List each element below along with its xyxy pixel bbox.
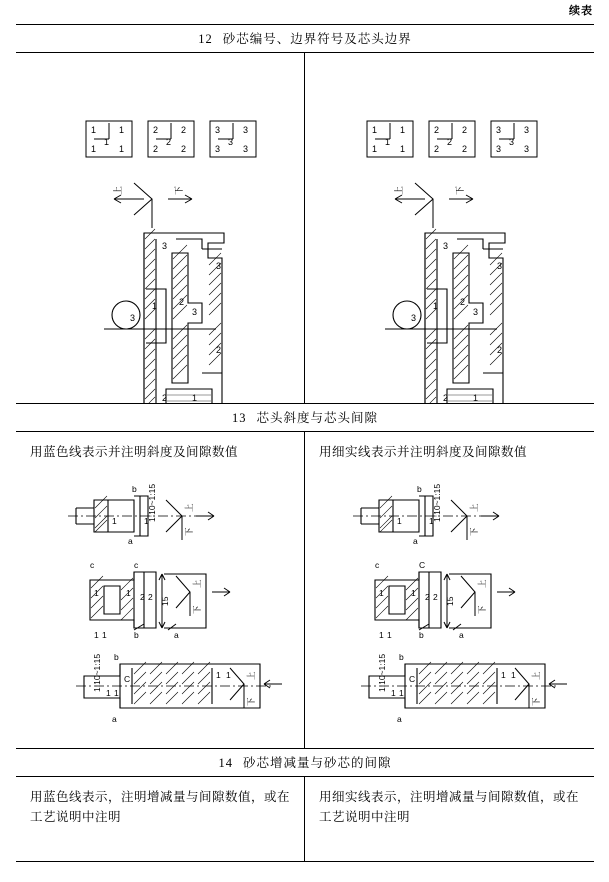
svg-text:1: 1 (91, 125, 97, 135)
svg-text:15: 15 (445, 596, 455, 606)
svg-text:1: 1 (119, 144, 125, 154)
svg-text:3: 3 (243, 144, 249, 154)
svg-text:上: 上 (477, 579, 487, 588)
svg-text:2: 2 (425, 592, 430, 602)
svg-text:a: a (459, 630, 464, 640)
svg-text:下: 下 (246, 697, 256, 706)
svg-text:C: C (419, 560, 426, 570)
svg-text:2: 2 (179, 297, 185, 307)
section-12-left-cell (16, 53, 305, 403)
svg-text:2: 2 (462, 144, 468, 154)
svg-text:1: 1 (387, 630, 392, 640)
svg-text:下: 下 (469, 527, 479, 536)
svg-text:1: 1 (411, 588, 416, 598)
svg-text:b: b (134, 630, 139, 640)
svg-text:1: 1 (106, 688, 111, 698)
svg-text:1: 1 (473, 393, 479, 403)
svg-text:b: b (399, 652, 404, 662)
section-12-right-cell (305, 53, 594, 403)
core-taper-figure-right (305, 478, 594, 750)
svg-text:2: 2 (162, 393, 168, 403)
svg-text:b: b (114, 652, 119, 662)
section-12-body (16, 53, 594, 404)
section-number-14: 14 (218, 756, 233, 770)
core-taper-figure-left (16, 478, 304, 750)
svg-text:上: 上 (531, 671, 541, 680)
continued-label: 续表 (569, 5, 593, 17)
svg-text:3: 3 (228, 137, 234, 147)
svg-text:下: 下 (184, 527, 194, 536)
section-title-14: 砂芯增减量与砂芯的间隙 (242, 756, 392, 770)
section-14-right-cell (305, 777, 594, 861)
svg-text:3: 3 (216, 261, 222, 271)
svg-text:3: 3 (524, 144, 530, 154)
svg-text:3: 3 (411, 313, 417, 323)
section-13-captions (16, 432, 594, 478)
svg-text:1: 1 (91, 144, 97, 154)
svg-text:2: 2 (462, 125, 468, 135)
section-13-left-caption-cell (16, 432, 305, 478)
svg-text:a: a (174, 630, 179, 640)
section-13-right-caption: 用细实线表示并注明斜度及间隙数值 (319, 445, 528, 459)
svg-text:C: C (409, 674, 416, 684)
svg-text:1:10~1:15: 1:10~1:15 (92, 653, 102, 692)
svg-text:1:10~1:15: 1:10~1:15 (147, 483, 157, 522)
svg-text:1: 1 (192, 393, 198, 403)
svg-text:上: 上 (184, 503, 194, 512)
section-13-left-caption: 用蓝色线表示并注明斜度及间隙数值 (30, 445, 239, 459)
section-13-right-caption-cell (305, 432, 594, 478)
section-14-left-caption: 用蓝色线表示，注明增减量与间隙数值，或在工艺说明中注明 (30, 790, 291, 824)
svg-text:a: a (413, 536, 418, 546)
section-14-body (16, 777, 594, 861)
svg-text:a: a (128, 536, 133, 546)
svg-text:1: 1 (226, 670, 231, 680)
svg-text:1: 1 (152, 301, 158, 311)
svg-text:1: 1 (399, 688, 404, 698)
svg-text:1: 1 (372, 125, 378, 135)
section-title-13: 芯头斜度与芯头间隙 (256, 411, 378, 425)
svg-text:1: 1 (433, 301, 439, 311)
svg-text:2: 2 (181, 125, 187, 135)
svg-text:上: 上 (246, 671, 256, 680)
svg-text:3: 3 (509, 137, 515, 147)
svg-text:下: 下 (531, 697, 541, 706)
svg-text:a: a (397, 714, 402, 724)
svg-text:c: c (134, 560, 139, 570)
section-14-right-caption: 用细实线表示，注明增减量与间隙数值，或在工艺说明中注明 (319, 790, 580, 824)
svg-text:1: 1 (126, 588, 131, 598)
core-marking-figure-right (305, 53, 594, 403)
svg-text:1: 1 (104, 137, 110, 147)
svg-text:2: 2 (443, 393, 449, 403)
svg-text:2: 2 (434, 125, 440, 135)
svg-text:2: 2 (216, 345, 222, 355)
svg-text:上: 上 (394, 185, 404, 195)
svg-text:2: 2 (447, 137, 453, 147)
svg-text:1: 1 (94, 588, 99, 598)
svg-text:2: 2 (148, 592, 153, 602)
section-14-left-cell (16, 777, 305, 861)
svg-text:1: 1 (114, 688, 119, 698)
svg-text:上: 上 (192, 579, 202, 588)
section-number-12: 12 (198, 32, 213, 46)
section-13-body (16, 478, 594, 749)
svg-text:3: 3 (162, 241, 168, 251)
svg-text:下: 下 (477, 605, 487, 614)
svg-text:下: 下 (455, 185, 465, 195)
svg-text:2: 2 (140, 592, 145, 602)
svg-text:c: c (375, 560, 380, 570)
svg-text:1: 1 (144, 516, 149, 526)
svg-text:b: b (417, 484, 422, 494)
svg-text:3: 3 (496, 125, 502, 135)
section-13-left-figure-cell (16, 478, 305, 748)
svg-text:1: 1 (385, 137, 391, 147)
svg-text:3: 3 (496, 144, 502, 154)
svg-text:2: 2 (497, 345, 503, 355)
svg-text:1:10~1:15: 1:10~1:15 (377, 653, 387, 692)
svg-text:1: 1 (112, 516, 117, 526)
svg-text:1: 1 (216, 670, 221, 680)
svg-text:1:10~1:15: 1:10~1:15 (432, 483, 442, 522)
svg-text:2: 2 (181, 144, 187, 154)
svg-text:3: 3 (473, 307, 479, 317)
section-header-13 (16, 404, 594, 432)
svg-text:3: 3 (524, 125, 530, 135)
section-title-12: 砂芯编号、边界符号及芯头边界 (222, 32, 412, 46)
svg-text:c: c (90, 560, 95, 570)
svg-text:上: 上 (469, 503, 479, 512)
svg-text:3: 3 (215, 125, 221, 135)
svg-text:3: 3 (497, 261, 503, 271)
svg-text:2: 2 (166, 137, 172, 147)
svg-text:3: 3 (192, 307, 198, 317)
svg-text:2: 2 (433, 592, 438, 602)
svg-text:a: a (112, 714, 117, 724)
svg-text:2: 2 (460, 297, 466, 307)
svg-text:3: 3 (130, 313, 136, 323)
svg-text:b: b (132, 484, 137, 494)
svg-text:3: 3 (243, 125, 249, 135)
section-13-right-figure-cell (305, 478, 594, 748)
svg-text:1: 1 (400, 144, 406, 154)
section-header-14 (16, 749, 594, 777)
svg-text:下: 下 (192, 605, 202, 614)
svg-text:2: 2 (153, 125, 159, 135)
section-header-12 (16, 25, 594, 53)
svg-text:3: 3 (443, 241, 449, 251)
svg-text:b: b (419, 630, 424, 640)
svg-text:C: C (124, 674, 131, 684)
svg-text:1: 1 (379, 588, 384, 598)
svg-text:上: 上 (113, 185, 123, 195)
core-marking-figure-left (16, 53, 304, 403)
svg-text:1: 1 (119, 125, 125, 135)
svg-text:1: 1 (397, 516, 402, 526)
svg-text:1: 1 (429, 516, 434, 526)
section-number-13: 13 (231, 411, 247, 425)
spec-table (16, 24, 594, 862)
svg-text:1: 1 (501, 670, 506, 680)
svg-text:2: 2 (434, 144, 440, 154)
svg-text:1: 1 (372, 144, 378, 154)
svg-text:2: 2 (153, 144, 159, 154)
svg-text:1: 1 (94, 630, 99, 640)
svg-text:15: 15 (160, 596, 170, 606)
svg-text:1: 1 (511, 670, 516, 680)
svg-text:下: 下 (174, 185, 184, 195)
svg-text:1: 1 (379, 630, 384, 640)
svg-text:3: 3 (215, 144, 221, 154)
svg-text:1: 1 (391, 688, 396, 698)
svg-text:1: 1 (400, 125, 406, 135)
svg-text:1: 1 (102, 630, 107, 640)
